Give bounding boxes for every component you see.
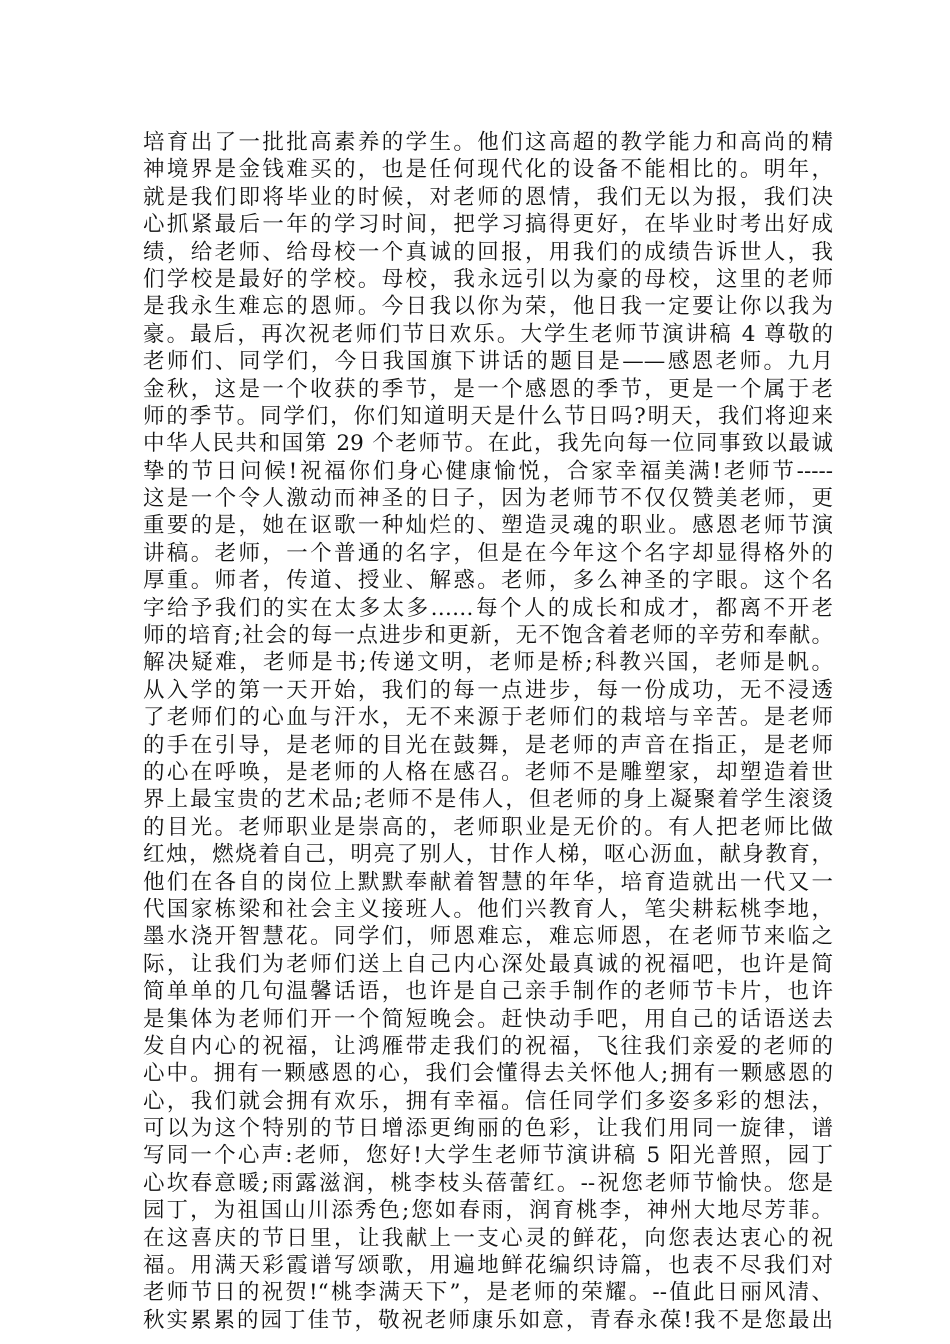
text-line: 墨水浇开智慧花。同学们，师恩难忘，难忘师恩，在老师节来临之 (143, 924, 833, 950)
text-line: 老师节日的祝贺!“桃李满天下”，是老师的荣耀。--值此日丽风清、 (143, 1280, 833, 1306)
text-line: 解决疑难，老师是书;传递文明，老师是桥;科教兴国，老师是帆。 (143, 650, 833, 676)
text-line: 培育出了一批批高素养的学生。他们这高超的教学能力和高尚的精 (143, 130, 833, 155)
text-line: 从入学的第一天开始，我们的每一点进步，每一份成功，无不浸透 (143, 677, 833, 703)
text-line: 的目光。老师职业是崇高的，老师职业是无价的。有人把老师比做 (143, 814, 833, 840)
text-line: 老师们、同学们，今日我国旗下讲话的题目是——感恩老师。九月 (143, 349, 833, 375)
text-line: 挚的节日问候!祝福你们身心健康愉悦，合家幸福美满!老师节----- (143, 458, 833, 484)
text-line: 师的季节。同学们，你们知道明天是什么节日吗?明天，我们将迎来 (143, 403, 833, 429)
text-line: 他们在各自的岗位上默默奉献着智慧的年华，培育造就出一代又一 (143, 869, 833, 895)
text-line: 福。用满天彩霞谱写颂歌，用遍地鲜花编织诗篇，也表不尽我们对 (143, 1253, 833, 1279)
text-line: 红烛，燃烧着自己，明亮了别人，甘作人梯，呕心沥血，献身教育， (143, 842, 833, 868)
text-line: 师的培育;社会的每一点进步和更新，无不饱含着老师的辛劳和奉献。 (143, 623, 833, 649)
text-line: 是我永生难忘的恩师。今日我以你为荣，他日我一定要让你以我为 (143, 294, 833, 320)
text-line: 心抓紧最后一年的学习时间，把学习搞得更好，在毕业时考出好成 (143, 212, 833, 238)
text-line: 中华人民共和国第 29 个老师节。在此，我先向每一位同事致以最诚 (143, 431, 833, 457)
text-line: 写同一个心声:老师，您好!大学生老师节演讲稿 5 阳光普照，园丁 (143, 1143, 833, 1169)
text-line: 秋实累累的园丁佳节，敬祝老师康乐如意，青春永葆!我不是您最出 (143, 1307, 833, 1333)
text-line: 心，我们就会拥有欢乐，拥有幸福。信任同学们多姿多彩的想法， (143, 1088, 833, 1114)
text-line: 讲稿。老师，一个普通的名字，但是在今年这个名字却显得格外的 (143, 540, 833, 566)
text-line: 了老师们的心血与汗水，无不来源于老师们的栽培与辛苦。是老师 (143, 705, 833, 731)
text-line: 是集体为老师们开一个简短晚会。赶快动手吧，用自己的话语送去 (143, 1006, 833, 1032)
text-line: 心中。拥有一颗感恩的心，我们会懂得去关怀他人;拥有一颗感恩的 (143, 1061, 833, 1087)
text-line: 们学校是最好的学校。母校，我永远引以为豪的母校，这里的老师 (143, 266, 833, 292)
text-line: 发自内心的祝福，让鸿雁带走我们的祝福，飞往我们亲爱的老师的 (143, 1033, 833, 1059)
text-line: 金秋，这是一个收获的季节，是一个感恩的季节，更是一个属于老 (143, 376, 833, 402)
text-line: 界上最宝贵的艺术品;老师不是伟人，但老师的身上凝聚着学生滚烫 (143, 787, 833, 813)
text-line: 在这喜庆的节日里，让我献上一支心灵的鲜花，向您表达衷心的祝 (143, 1225, 833, 1251)
body-text (143, 129, 833, 1334)
text-line: 重要的是，她在讴歌一种灿烂的、塑造灵魂的职业。感恩老师节演 (143, 513, 833, 539)
text-line: 心坎春意暖;雨露滋润，桃李枝头蓓蕾红。--祝您老师节愉快。您是 (143, 1170, 833, 1196)
text-line: 代国家栋梁和社会主义接班人。他们兴教育人，笔尖耕耘桃李地， (143, 896, 833, 922)
text-line: 豪。最后，再次祝老师们节日欢乐。大学生老师节演讲稿 4 尊敬的 (143, 321, 833, 347)
text-line: 字给予我们的实在太多太多……每个人的成长和成才，都离不开老 (143, 595, 833, 621)
text-line: 就是我们即将毕业的时候，对老师的恩情，我们无以为报，我们决 (143, 184, 833, 210)
text-line: 际，让我们为老师们送上自己内心深处最真诚的祝福吧，也许是简 (143, 951, 833, 977)
text-line: 绩，给老师、给母校一个真诚的回报，用我们的成绩告诉世人，我 (143, 239, 833, 265)
text-line: 简单单的几句温馨话语，也许是自己亲手制作的老师节卡片，也许 (143, 979, 833, 1005)
text-line: 的心在呼唤，是老师的人格在感召。老师不是雕塑家，却塑造着世 (143, 759, 833, 785)
text-line: 的手在引导，是老师的目光在鼓舞，是老师的声音在指正，是老师 (143, 732, 833, 758)
text-line: 可以为这个特别的节日增添更绚丽的色彩，让我们用同一旋律，谱 (143, 1116, 833, 1142)
text-line: 这是一个令人激动而神圣的日子，因为老师节不仅仅赞美老师，更 (143, 486, 833, 512)
text-line: 厚重。师者，传道、授业、解惑。老师，多么神圣的字眼。这个名 (143, 568, 833, 594)
text-line: 园丁，为祖国山川添秀色;您如春雨，润育桃李，神州大地尽芳菲。 (143, 1198, 833, 1224)
text-line: 神境界是金钱难买的，也是任何现代化的设备不能相比的。明年， (143, 157, 833, 183)
